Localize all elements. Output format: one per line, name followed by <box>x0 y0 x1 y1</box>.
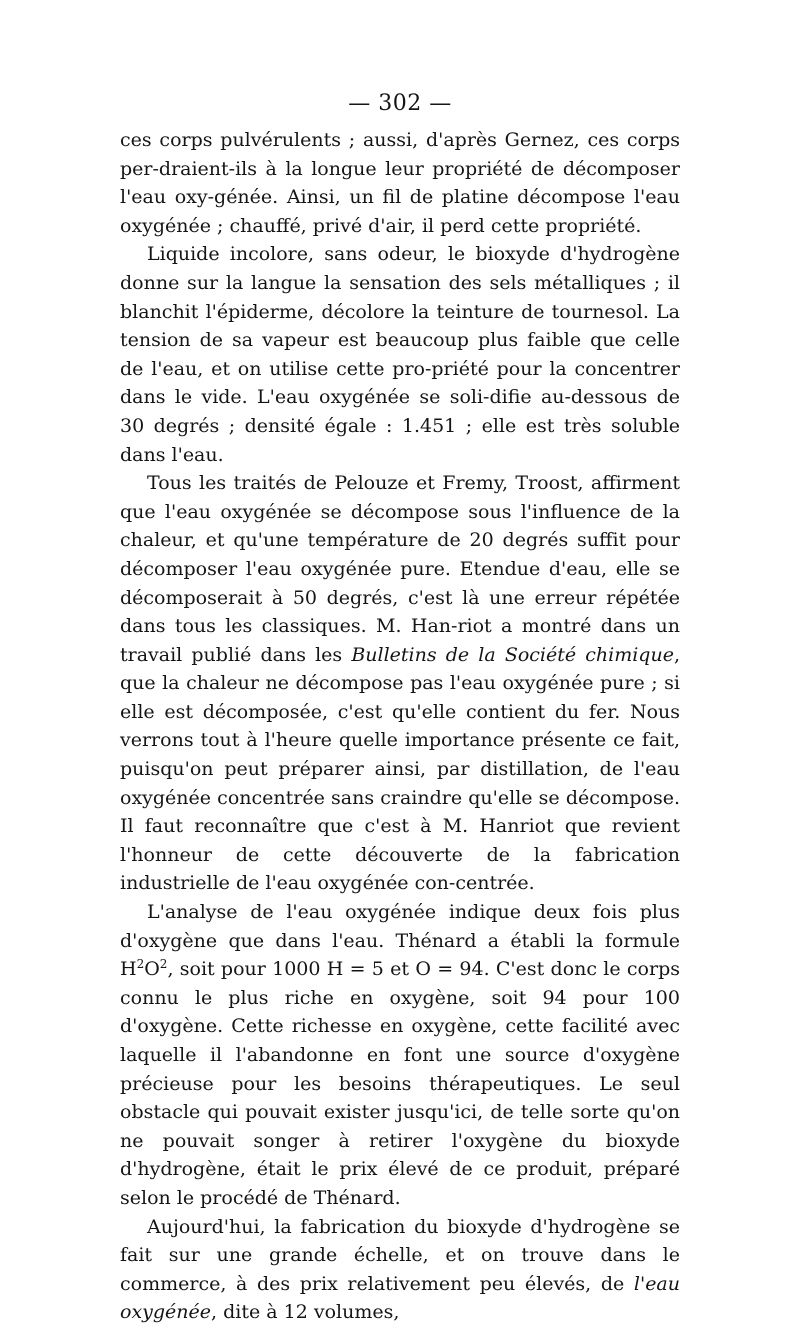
book-page <box>120 90 680 1327</box>
superscript: 2 <box>159 957 168 972</box>
italic-text: l'eau oxygénée <box>120 1272 680 1324</box>
superscript: 2 <box>136 957 145 972</box>
italic-text: Bulletins de la Société chimique <box>351 643 674 666</box>
paragraph-p5 <box>120 1213 680 1327</box>
text-segment: L'analyse de l'eau oxygénée indique deux fois plus d'oxygène que dans l'eau. Thénard a établi la formule H <box>120 901 680 981</box>
text-segment: O <box>144 958 160 981</box>
text-segment: ces corps pulvérulents ; aussi, d'après Gernez, ces corps per-draient-ils à la longue leur propriété de décomposer l'eau oxy-génée. Ainsi, un fil de platine décompose l'eau oxygénée ; chauffé, privé d'air, il perd cette propriété. <box>120 129 680 237</box>
text-segment: , dite à 12 volumes, <box>211 1301 400 1324</box>
text-segment: Tous les traités de Pelouze et Fremy, Troost, affirment que l'eau oxygénée se décompose sous l'influence de la chaleur, et qu'une température de 20 degrés suffit pour décomposer l'eau oxygénée pure. Etendue d'eau, elle se décomposerait à 50 degrés, c'est là une erreur répétée dans tous les classiques. M. Han-riot a montré dans un travail publié dans les <box>120 472 680 666</box>
paragraph-p3 <box>120 469 680 898</box>
text-segment: , que la chaleur ne décompose pas l'eau oxygénée pure ; si elle est décomposée, c'est qu'elle contient du fer. Nous verrons tout à l'heure quelle importance présente ce fait, puisqu'on peut préparer ainsi, par distillation, de l'eau oxygénée concentrée sans craindre qu'elle se décompose. Il faut reconnaître que c'est à M. Hanriot que revient l'honneur de cette découverte de la fabrication industrielle de l'eau oxygénée con-centrée. <box>120 643 680 895</box>
page-number: — 302 — <box>348 91 452 116</box>
text-segment: Liquide incolore, sans odeur, le bioxyde d'hydrogène donne sur la langue la sensation des sels métalliques ; il blanchit l'épiderme, décolore la teinture de tournesol. La tension de sa vapeur est beaucoup plus faible que celle de l'eau, et on utilise cette pro-priété pour la concentrer dans le vide. L'eau oxygénée se soli-difie au-dessous de 30 degrés ; densité égale : 1.451 ; elle est très soluble dans l'eau. <box>120 243 680 466</box>
text-segment: , soit pour 1000 H = 5 et O = 94. C'est donc le corps connu le plus riche en oxygène, soit 94 pour 100 d'oxygène. Cette richesse en oxygène, cette facilité avec laquelle il l'abandonne en font une source d'oxygène précieuse pour les besoins thérapeutiques. Le seul obstacle qui pouvait exister jusqu'ici, de telle sorte qu'on ne pouvait songer à retirer l'oxygène du bioxyde d'hydrogène, était le prix élevé de ce produit, préparé selon le procédé de Thénard. <box>120 958 680 1209</box>
text-segment: Aujourd'hui, la fabrication du bioxyde d'hydrogène se fait sur une grande échelle, et on trouve dans le commerce, à des prix relativement peu élevés, de <box>120 1215 680 1295</box>
paragraph-p2 <box>120 240 680 469</box>
paragraph-p4 <box>120 898 680 1213</box>
paragraph-p1 <box>120 126 680 240</box>
page-body <box>120 126 680 1327</box>
